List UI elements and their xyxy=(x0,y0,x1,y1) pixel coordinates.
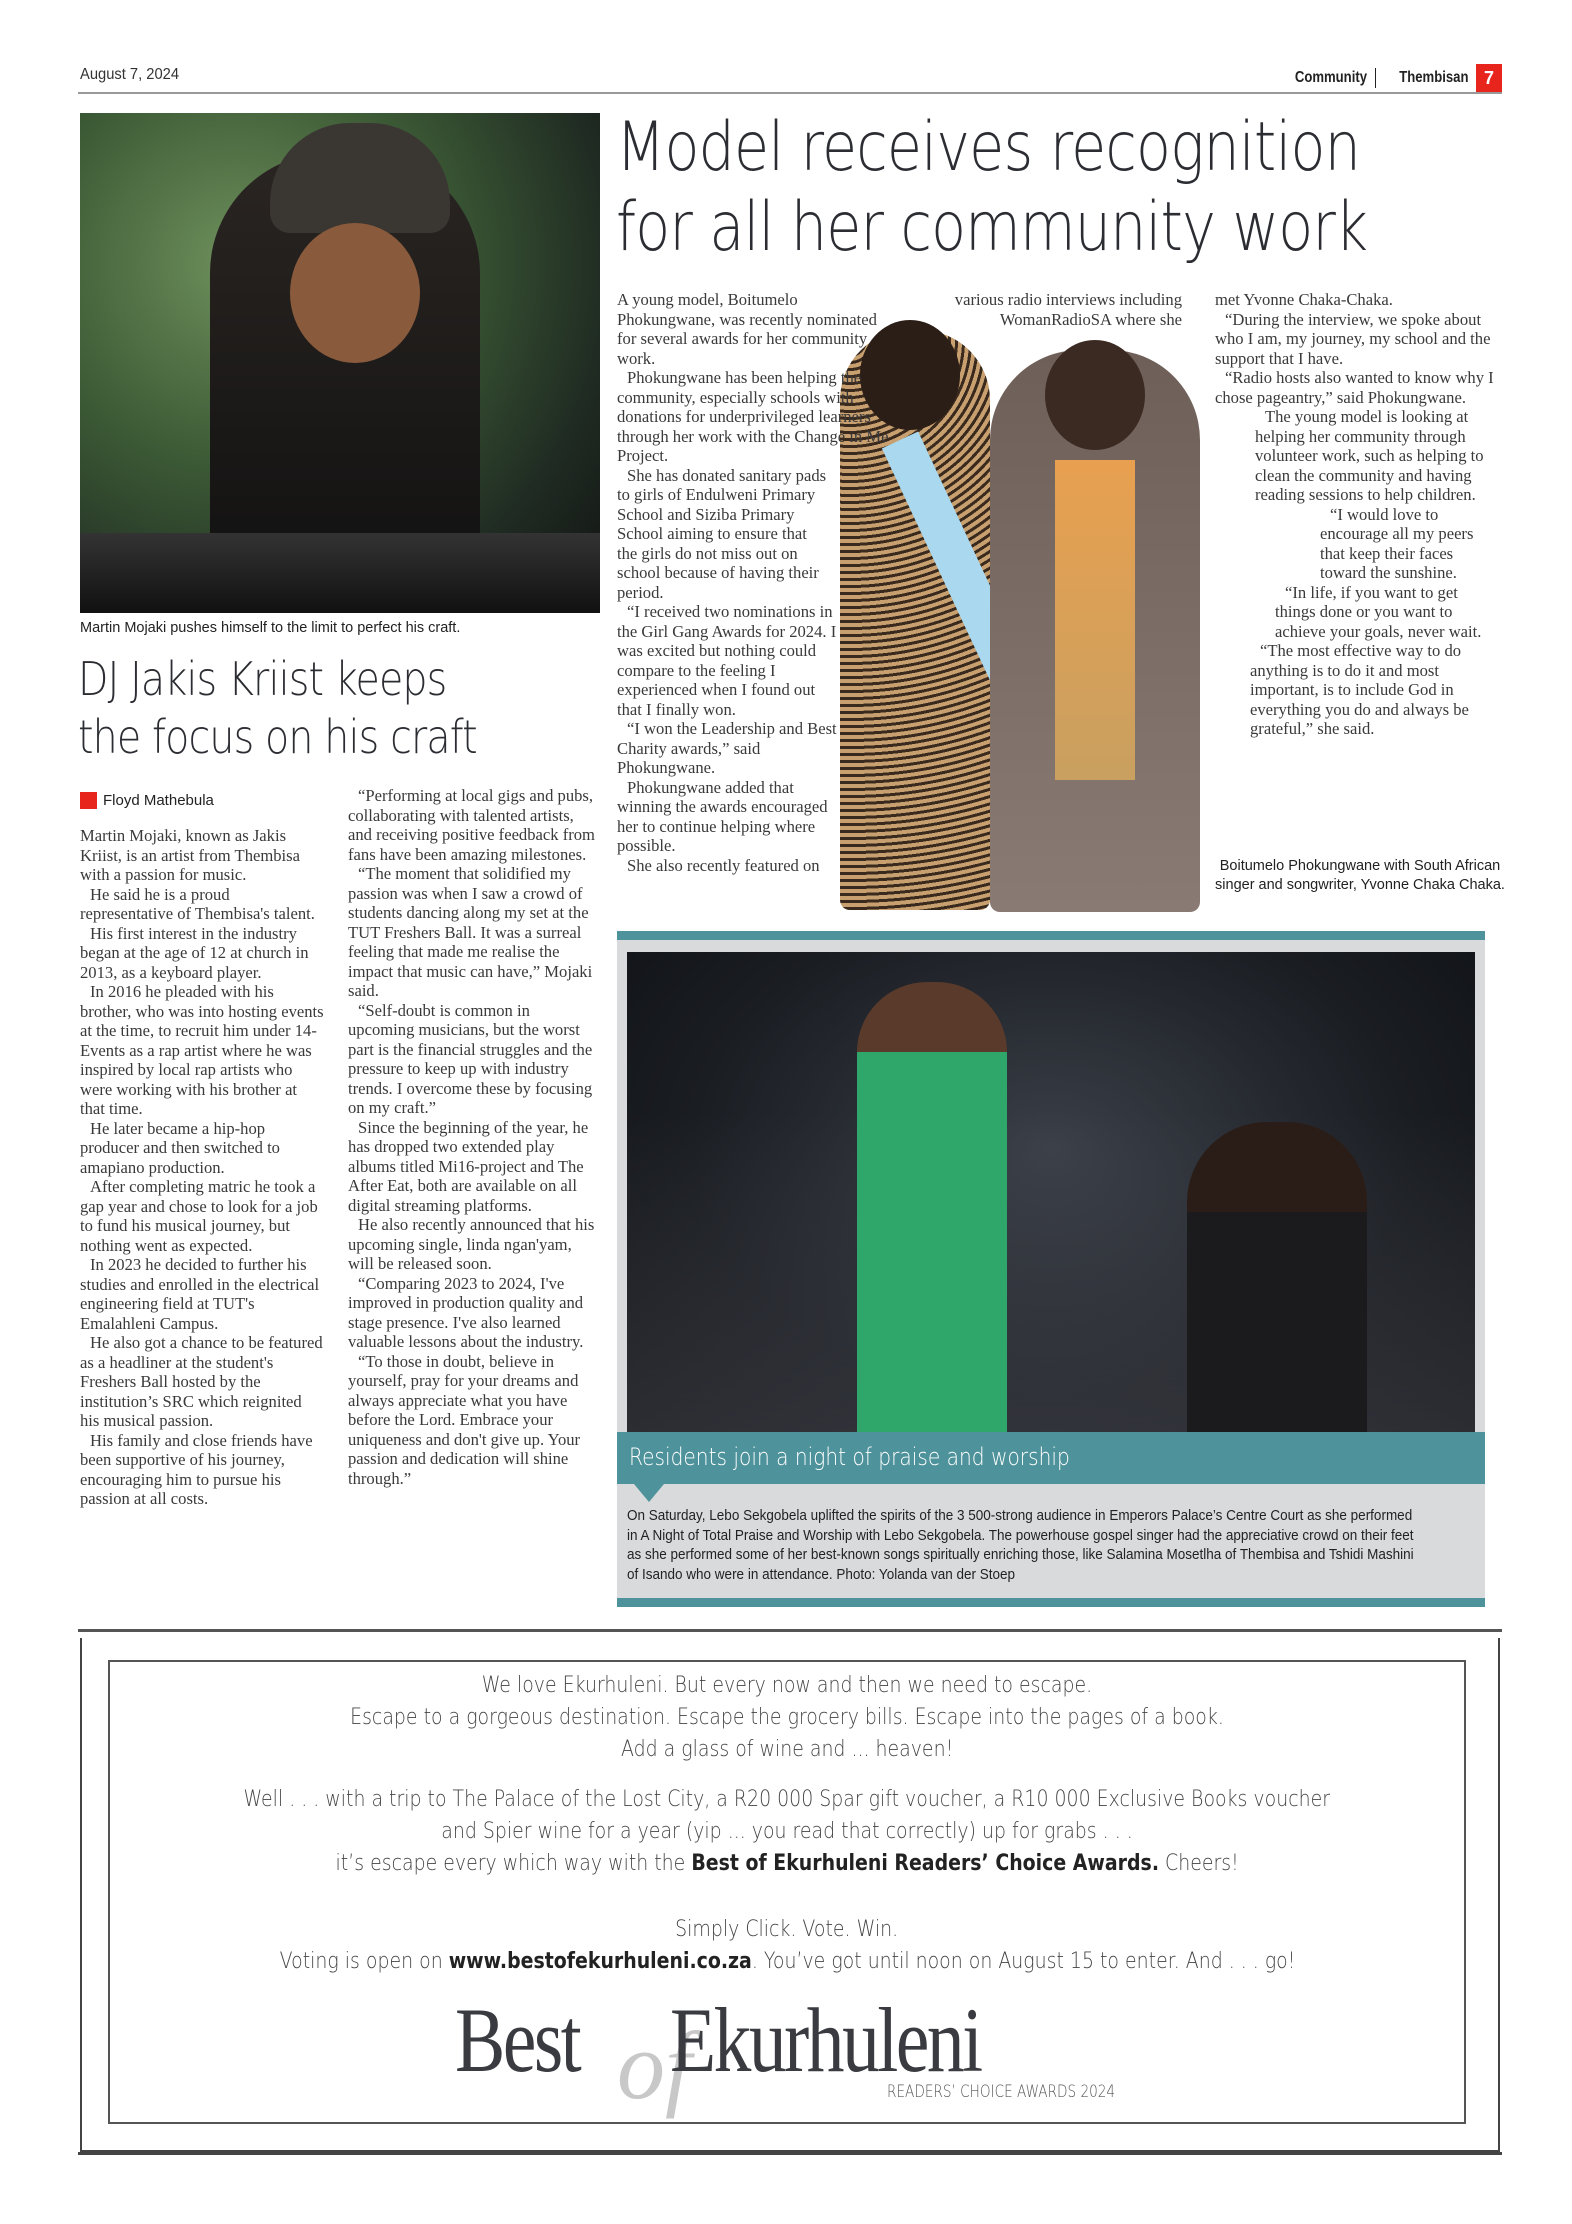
paragraph-line: WomanRadioSA where she xyxy=(999,309,1182,329)
logo-best: Best xyxy=(455,1989,580,2091)
awards-name: Best of Ekurhuleni Readers’ Choice Awards. xyxy=(691,1851,1159,1876)
paragraph: A young model, Boitumelo Phokungwane, was recently nominated for several awards for her community work. xyxy=(617,290,877,368)
paragraph: “Performing at local gigs and pubs, collaborating with talented artists, and receiving positive feedback from fans have been amazing milestones. xyxy=(348,786,595,864)
paragraph: “Radio hosts also wanted to know why I chose pageantry,” said Phokungwane. xyxy=(1215,368,1494,407)
edition-label: Thembisan xyxy=(1398,69,1468,86)
ad-intro xyxy=(108,1670,1466,1766)
dj-article-column-1 xyxy=(80,826,325,1509)
worship-title-text: Residents join a night of praise and worship xyxy=(629,1443,1070,1471)
paragraph: Martin Mojaki, known as Jakis Kriist, is an artist from Thembisa with a passion for music. xyxy=(80,826,300,884)
paragraph: “The moment that solidified my passion was when I saw a crowd of students dancing along my set at the TUT Freshers Ball. It was a surreal feeling that made me realise the impact that music can have,” Mojaki said. xyxy=(348,864,593,1000)
section-divider xyxy=(1375,68,1376,88)
paragraph: He also recently announced that his upcoming single, linda ngan'yam, will be released soon. xyxy=(348,1215,595,1273)
paragraph: “Self-doubt is common in upcoming musicians, but the worst part is the financial struggles and the pressure to keep up with industry trends. I overcome these by focusing on my craft.” xyxy=(348,1000,593,1117)
paragraph: He later became a hip-hop producer and then switched to amapiano production. xyxy=(80,1118,280,1177)
model-article-column-3 xyxy=(1215,290,1495,739)
section-label: Community xyxy=(1294,69,1367,86)
paragraph: In 2016 he pleaded with his brother, who was into hosting events at the time, to recruit him under 14-Events as a rap artist where he was inspired by local rap artists who were working with his brother at that time. xyxy=(80,982,324,1118)
ad-text-fragment: Cheers! xyxy=(1158,1851,1239,1876)
dj-photo-caption: Martin Mojaki pushes himself to the limit to perfect his craft. xyxy=(80,620,461,636)
paragraph: He also got a chance to be featured as a headliner at the student's Freshers Ball hosted by the institution’s SRC which reignited his musical passion. xyxy=(80,1333,323,1430)
paragraph: The young model is looking at helping her community through volunteer work, such as helping to clean the community and having reading sessions to help children. xyxy=(1255,407,1484,504)
paragraph: In 2023 he decided to further his studies and enrolled in the electrical engineering field at TUT's Emalahleni Campus. xyxy=(80,1255,320,1333)
paragraph: “I would love to encourage all my peers that keep their faces toward the sunshine. xyxy=(1320,504,1474,582)
ad-line: Well . . . with a trip to The Palace of the Lost City, a R20 000 Spar gift voucher, a R10 000 Exclusive Books voucher xyxy=(243,1787,1331,1812)
paragraph: “In life, if you want to get things done or you want to achieve your goals, never wait. xyxy=(1275,582,1482,641)
page-bottom-divider xyxy=(78,2152,1502,2155)
singer-figure xyxy=(857,982,1007,1442)
section-header xyxy=(1279,64,1502,92)
dj-mixer xyxy=(80,533,600,613)
dj-headline xyxy=(78,650,525,766)
ad-line: Add a glass of wine and ... heaven! xyxy=(620,1737,954,1762)
model-headline-line1: Model receives recognition xyxy=(616,108,1360,187)
paragraph: “I won the Leadership and Best Charity awards,” said Phokungwane. xyxy=(617,719,837,777)
ad-line: Escape to a gorgeous destination. Escape the grocery bills. Escape into the pages of a book. xyxy=(350,1705,1224,1730)
ad-prizes xyxy=(108,1784,1466,1880)
ad-text-fragment: . You’ve got until noon on August 15 to enter. And . . . go! xyxy=(751,1949,1295,1974)
paragraph: She has donated sanitary pads to girls of Endulweni Primary School and Siziba Primary School aiming to ensure that the girls do not miss out on school because of having their period. xyxy=(617,465,827,602)
paragraph: “I received two nominations in the Girl Gang Awards for 2024. I was excited but nothing could compare to the feeling I experienced when I found out that I finally won. xyxy=(617,602,837,719)
ad-cta xyxy=(108,1914,1466,1978)
page-number-badge: 7 xyxy=(1476,64,1502,92)
singer-scarf xyxy=(1055,460,1135,780)
worship-caption: On Saturday, Lebo Sekgobela uplifted the spirits of the 3 500-strong audience in Emperors Palace’s Centre Court as she performed in A Night of Total Praise and Worship with Lebo Sekgobela. The powerhouse gospel singer had the appreciative crowd on their feet as she performed some of her best-known songs spiritually enriching those, like Salamina Mosetlha of Thembisa and Tshidi Mashini of Isando who were in attendance. Photo: Yolanda van der Stoep xyxy=(627,1507,1414,1583)
ad-text-fragment: Voting is open on xyxy=(279,1949,449,1974)
logo-subtitle: READERS’ CHOICE AWARDS 2024 xyxy=(886,2082,1115,2102)
paragraph: “To those in doubt, believe in yourself, pray for your dreams and always appreciate what you have before the Lord. Embrace your uniqueness and don't give up. Your passion and dedication will shine through.” xyxy=(348,1351,581,1488)
issue-date: August 7, 2024 xyxy=(80,66,180,83)
paragraph: He said he is a proud representative of Thembisa's talent. xyxy=(80,884,315,923)
byline-author: Floyd Mathebula xyxy=(103,792,214,809)
dj-headline-line2: the focus on his craft xyxy=(78,710,477,764)
paragraph: met Yvonne Chaka-Chaka. xyxy=(1215,290,1393,309)
dj-article-column-2 xyxy=(348,786,598,1488)
singer-head xyxy=(1045,340,1145,450)
attendee-figure xyxy=(1187,1122,1367,1442)
worship-photo xyxy=(627,952,1475,1442)
logo-of: of xyxy=(617,2012,692,2119)
paragraph: Phokungwane has been helping the community, especially schools with donations for underprivileged learners through her work with the Change in Me Project. xyxy=(617,368,889,465)
model-headline-line2: for all her community work xyxy=(616,188,1368,267)
paragraph: “Comparing 2023 to 2024, I've improved in production quality and stage presence. I've also learned valuable lessons about the industry. xyxy=(348,1273,584,1351)
ad-line: Simply Click. Vote. Win. xyxy=(675,1917,899,1942)
byline-marker-icon xyxy=(80,792,97,809)
best-of-ekurhuleni-logo xyxy=(455,1989,1115,2119)
byline xyxy=(80,792,214,809)
ad-line: and Spier wine for a year (yip ... you read that correctly) up for grabs . . . xyxy=(441,1819,1133,1844)
paragraph: His family and close friends have been supportive of his journey, encouraging him to pursue his passion at all costs. xyxy=(80,1430,313,1508)
ad-line xyxy=(279,1946,1295,1978)
paragraph: Since the beginning of the year, he has dropped two extended play albums titled Mi16-project and The After Eat, both are available on all digital streaming platforms. xyxy=(348,1117,589,1215)
model-article-column-1 xyxy=(617,290,899,875)
voting-link[interactable]: www.bestofekurhuleni.co.za xyxy=(448,1949,752,1974)
logo-ekurhuleni: Ekurhuleni xyxy=(670,1989,981,2091)
model-photo-caption: Boitumelo Phokungwane with South African singer and songwriter, Yvonne Chaka Chaka. xyxy=(1215,858,1505,893)
paragraph: “During the interview, we spoke about who I am, my journey, my school and the support that I have. xyxy=(1215,309,1491,368)
worship-title xyxy=(617,1432,1485,1484)
ad-line: We love Ekurhuleni. But every now and then we need to escape. xyxy=(481,1673,1093,1698)
paragraph: “The most effective way to do anything is to do it and most important, is to include God in everything you do and always be grateful,” she said. xyxy=(1250,641,1469,738)
paragraph: She also recently featured on xyxy=(627,855,820,875)
ad-line xyxy=(335,1848,1238,1880)
dj-headline-line1: DJ Jakis Kriist keeps xyxy=(78,652,447,706)
dj-face xyxy=(290,223,420,363)
paragraph-line: various radio interviews including xyxy=(954,290,1182,309)
paragraph: After completing matric he took a gap year and chose to look for a job to fund his musical journey, but nothing went as expected. xyxy=(80,1177,318,1255)
paragraph: His first interest in the industry began at the age of 12 at church in 2013, as a keyboard player. xyxy=(80,923,309,982)
ad-top-divider xyxy=(78,1629,1502,1632)
model-headline xyxy=(616,108,1372,268)
caption-pointer-icon xyxy=(634,1484,664,1502)
dj-photo xyxy=(80,113,600,613)
model-article-column-2 xyxy=(900,290,1182,329)
header-divider xyxy=(78,92,1502,94)
ad-text-fragment: it’s escape every which way with the xyxy=(335,1851,692,1876)
dj-hat xyxy=(270,123,450,233)
paragraph: Phokungwane added that winning the awards encouraged her to continue helping where possible. xyxy=(617,777,828,855)
